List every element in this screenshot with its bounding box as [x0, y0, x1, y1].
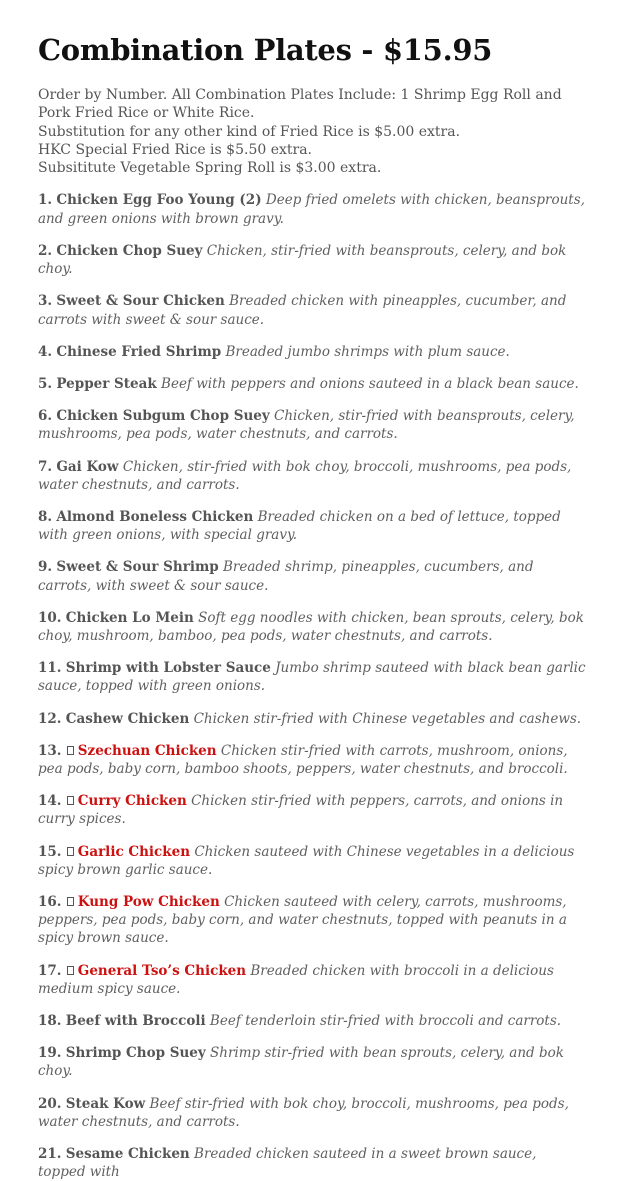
item-description: Shrimp stir-fried with bean sprouts, celery, and bok choy. — [38, 1045, 564, 1080]
item-description: Breaded chicken on a bed of lettuce, topped with green onions, with special gravy. — [38, 508, 561, 544]
item-description: Breaded shrimp, pineapples, cucumbers, and carrots, with sweet & sour sauce. — [38, 559, 534, 594]
item-name: Shrimp with Lobster Sauce — [65, 660, 271, 677]
item-description: Chicken, stir-fried with bok choy, broccoli, mushrooms, pea pods, water chestnuts, and carrots. — [38, 458, 572, 493]
item-name: Pepper Steak — [56, 375, 157, 392]
item-description: Beef tenderloin stir-fried with broccoli and carrots. — [209, 1012, 562, 1029]
intro-line: HKC Special Fried Rice is $5.50 extra. — [38, 141, 312, 158]
item-number: 8. — [38, 508, 53, 525]
item-number: 18. — [38, 1012, 62, 1029]
item-name: General Tso’s Chicken — [77, 962, 247, 979]
item-name: Sweet & Sour Chicken — [56, 293, 225, 310]
item-number: 21. — [38, 1146, 62, 1162]
item-number: 5. — [38, 375, 53, 392]
intro-block — [38, 86, 587, 177]
item-number: 20. — [38, 1095, 62, 1112]
menu-item — [38, 1095, 587, 1131]
intro-line: Subsititute Vegetable Spring Roll is $3.00 extra. — [38, 160, 382, 177]
item-number: 10. — [38, 609, 62, 626]
item-name: Curry Chicken — [77, 793, 187, 810]
item-number: 15. — [38, 843, 62, 860]
menu-item — [38, 710, 587, 728]
menu-item — [38, 292, 587, 328]
item-description: Beef with peppers and onions sauteed in a black bean sauce. — [161, 375, 579, 392]
item-description: Breaded chicken sauteed in a sweet brown sauce, topped with — [38, 1146, 537, 1181]
menu-item — [38, 843, 587, 879]
item-name: Szechuan Chicken — [77, 742, 217, 759]
spicy-marker-icon — [67, 746, 74, 755]
item-description: Breaded jumbo shrimps with plum sauce. — [225, 343, 510, 360]
item-description: Deep fried omelets with chicken, beansprouts, and green onions with brown gravy. — [38, 192, 585, 227]
item-description: Chicken stir-fried with carrots, mushroom, onions, pea pods, baby corn, bamboo shoots, peppers, water chestnuts, and broccoli. — [38, 742, 568, 777]
item-number: 19. — [38, 1045, 62, 1062]
menu-item — [38, 242, 587, 278]
item-name: Chinese Fried Shrimp — [56, 343, 222, 360]
item-name: Chicken Egg Foo Young (2) — [56, 192, 262, 209]
menu-item — [38, 1012, 587, 1030]
menu-item — [38, 375, 587, 393]
menu-item — [38, 1044, 587, 1080]
intro-line: Order by Number. All Combination Plates Include: 1 Shrimp Egg Roll and Pork Fried Rice or White Rice. — [38, 87, 562, 122]
item-number: 14. — [38, 793, 62, 810]
item-name: Chicken Lo Mein — [65, 609, 194, 626]
page-title: Combination Plates - $15.95 — [38, 33, 493, 67]
item-number: 4. — [38, 343, 53, 360]
item-description: Chicken stir-fried with Chinese vegetables and cashews. — [193, 710, 582, 727]
item-number: 16. — [38, 893, 62, 910]
menu-item — [38, 458, 587, 494]
menu-item — [38, 609, 587, 645]
spicy-marker-icon — [67, 796, 74, 805]
item-name: Sweet & Sour Shrimp — [56, 559, 219, 576]
menu-item — [38, 1145, 587, 1181]
item-description: Chicken, stir-fried with beansprouts, celery, and bok choy. — [38, 242, 567, 278]
item-name: Cashew Chicken — [65, 710, 190, 727]
menu-item — [38, 508, 587, 544]
menu-item — [38, 407, 587, 443]
item-description: Breaded chicken with broccoli in a delicious medium spicy sauce. — [38, 962, 554, 997]
item-description: Jumbo shrimp sauteed with black bean garlic sauce, topped with green onions. — [38, 660, 586, 695]
item-description: Chicken sauteed with celery, carrots, mushrooms, peppers, pea pods, baby corn, and water chestnuts, topped with peanuts in a spicy brown sauce. — [38, 893, 567, 947]
item-number: 13. — [38, 742, 62, 759]
menu-item — [38, 191, 587, 227]
spicy-marker-icon — [67, 966, 74, 975]
item-name: Kung Pow Chicken — [77, 893, 220, 910]
item-name: Chicken Chop Suey — [56, 242, 203, 259]
spicy-marker-icon — [67, 847, 74, 856]
menu-item — [38, 792, 587, 828]
menu-item — [38, 962, 587, 998]
item-name: Beef with Broccoli — [65, 1012, 206, 1029]
item-number: 3. — [38, 293, 53, 310]
item-description: Chicken stir-fried with peppers, carrots, and onions in curry spices. — [38, 793, 564, 828]
item-name: Almond Boneless Chicken — [56, 508, 254, 525]
item-name: Steak Kow — [65, 1095, 146, 1112]
item-description: Breaded chicken with pineapples, cucumber, and carrots with sweet & sour sauce. — [38, 293, 567, 328]
item-number: 6. — [38, 408, 53, 425]
combination-list — [38, 191, 587, 1181]
menu-item — [38, 742, 587, 778]
item-name: Shrimp Chop Suey — [65, 1045, 206, 1062]
item-name: Gai Kow — [56, 458, 119, 475]
item-name: Chicken Subgum Chop Suey — [56, 408, 270, 425]
item-name: Garlic Chicken — [77, 843, 191, 860]
item-number: 9. — [38, 559, 53, 576]
item-number: 11. — [38, 660, 62, 677]
item-number: 7. — [38, 458, 53, 475]
item-description: Beef stir-fried with bok choy, broccoli, mushrooms, pea pods, water chestnuts, and carrots. — [38, 1095, 569, 1130]
spicy-marker-icon — [67, 897, 74, 906]
item-number: 2. — [38, 242, 53, 259]
intro-line: Substitution for any other kind of Fried Rice is $5.00 extra. — [38, 123, 461, 140]
menu-item — [38, 343, 587, 361]
item-name: Sesame Chicken — [65, 1146, 190, 1162]
item-number: 17. — [38, 962, 62, 979]
item-number: 12. — [38, 710, 62, 727]
menu-item — [38, 659, 587, 695]
item-number: 1. — [38, 192, 53, 209]
menu-item — [38, 893, 587, 948]
item-description: Chicken, stir-fried with beansprouts, celery, mushrooms, pea pods, water chestnuts, and carrots. — [38, 408, 575, 443]
menu-item — [38, 558, 587, 594]
item-description: Chicken sauteed with Chinese vegetables in a delicious spicy brown garlic sauce. — [38, 843, 575, 878]
item-description: Soft egg noodles with chicken, bean sprouts, celery, bok choy, mushroom, bamboo, pea pods, water chestnuts, and carrots. — [38, 609, 584, 644]
